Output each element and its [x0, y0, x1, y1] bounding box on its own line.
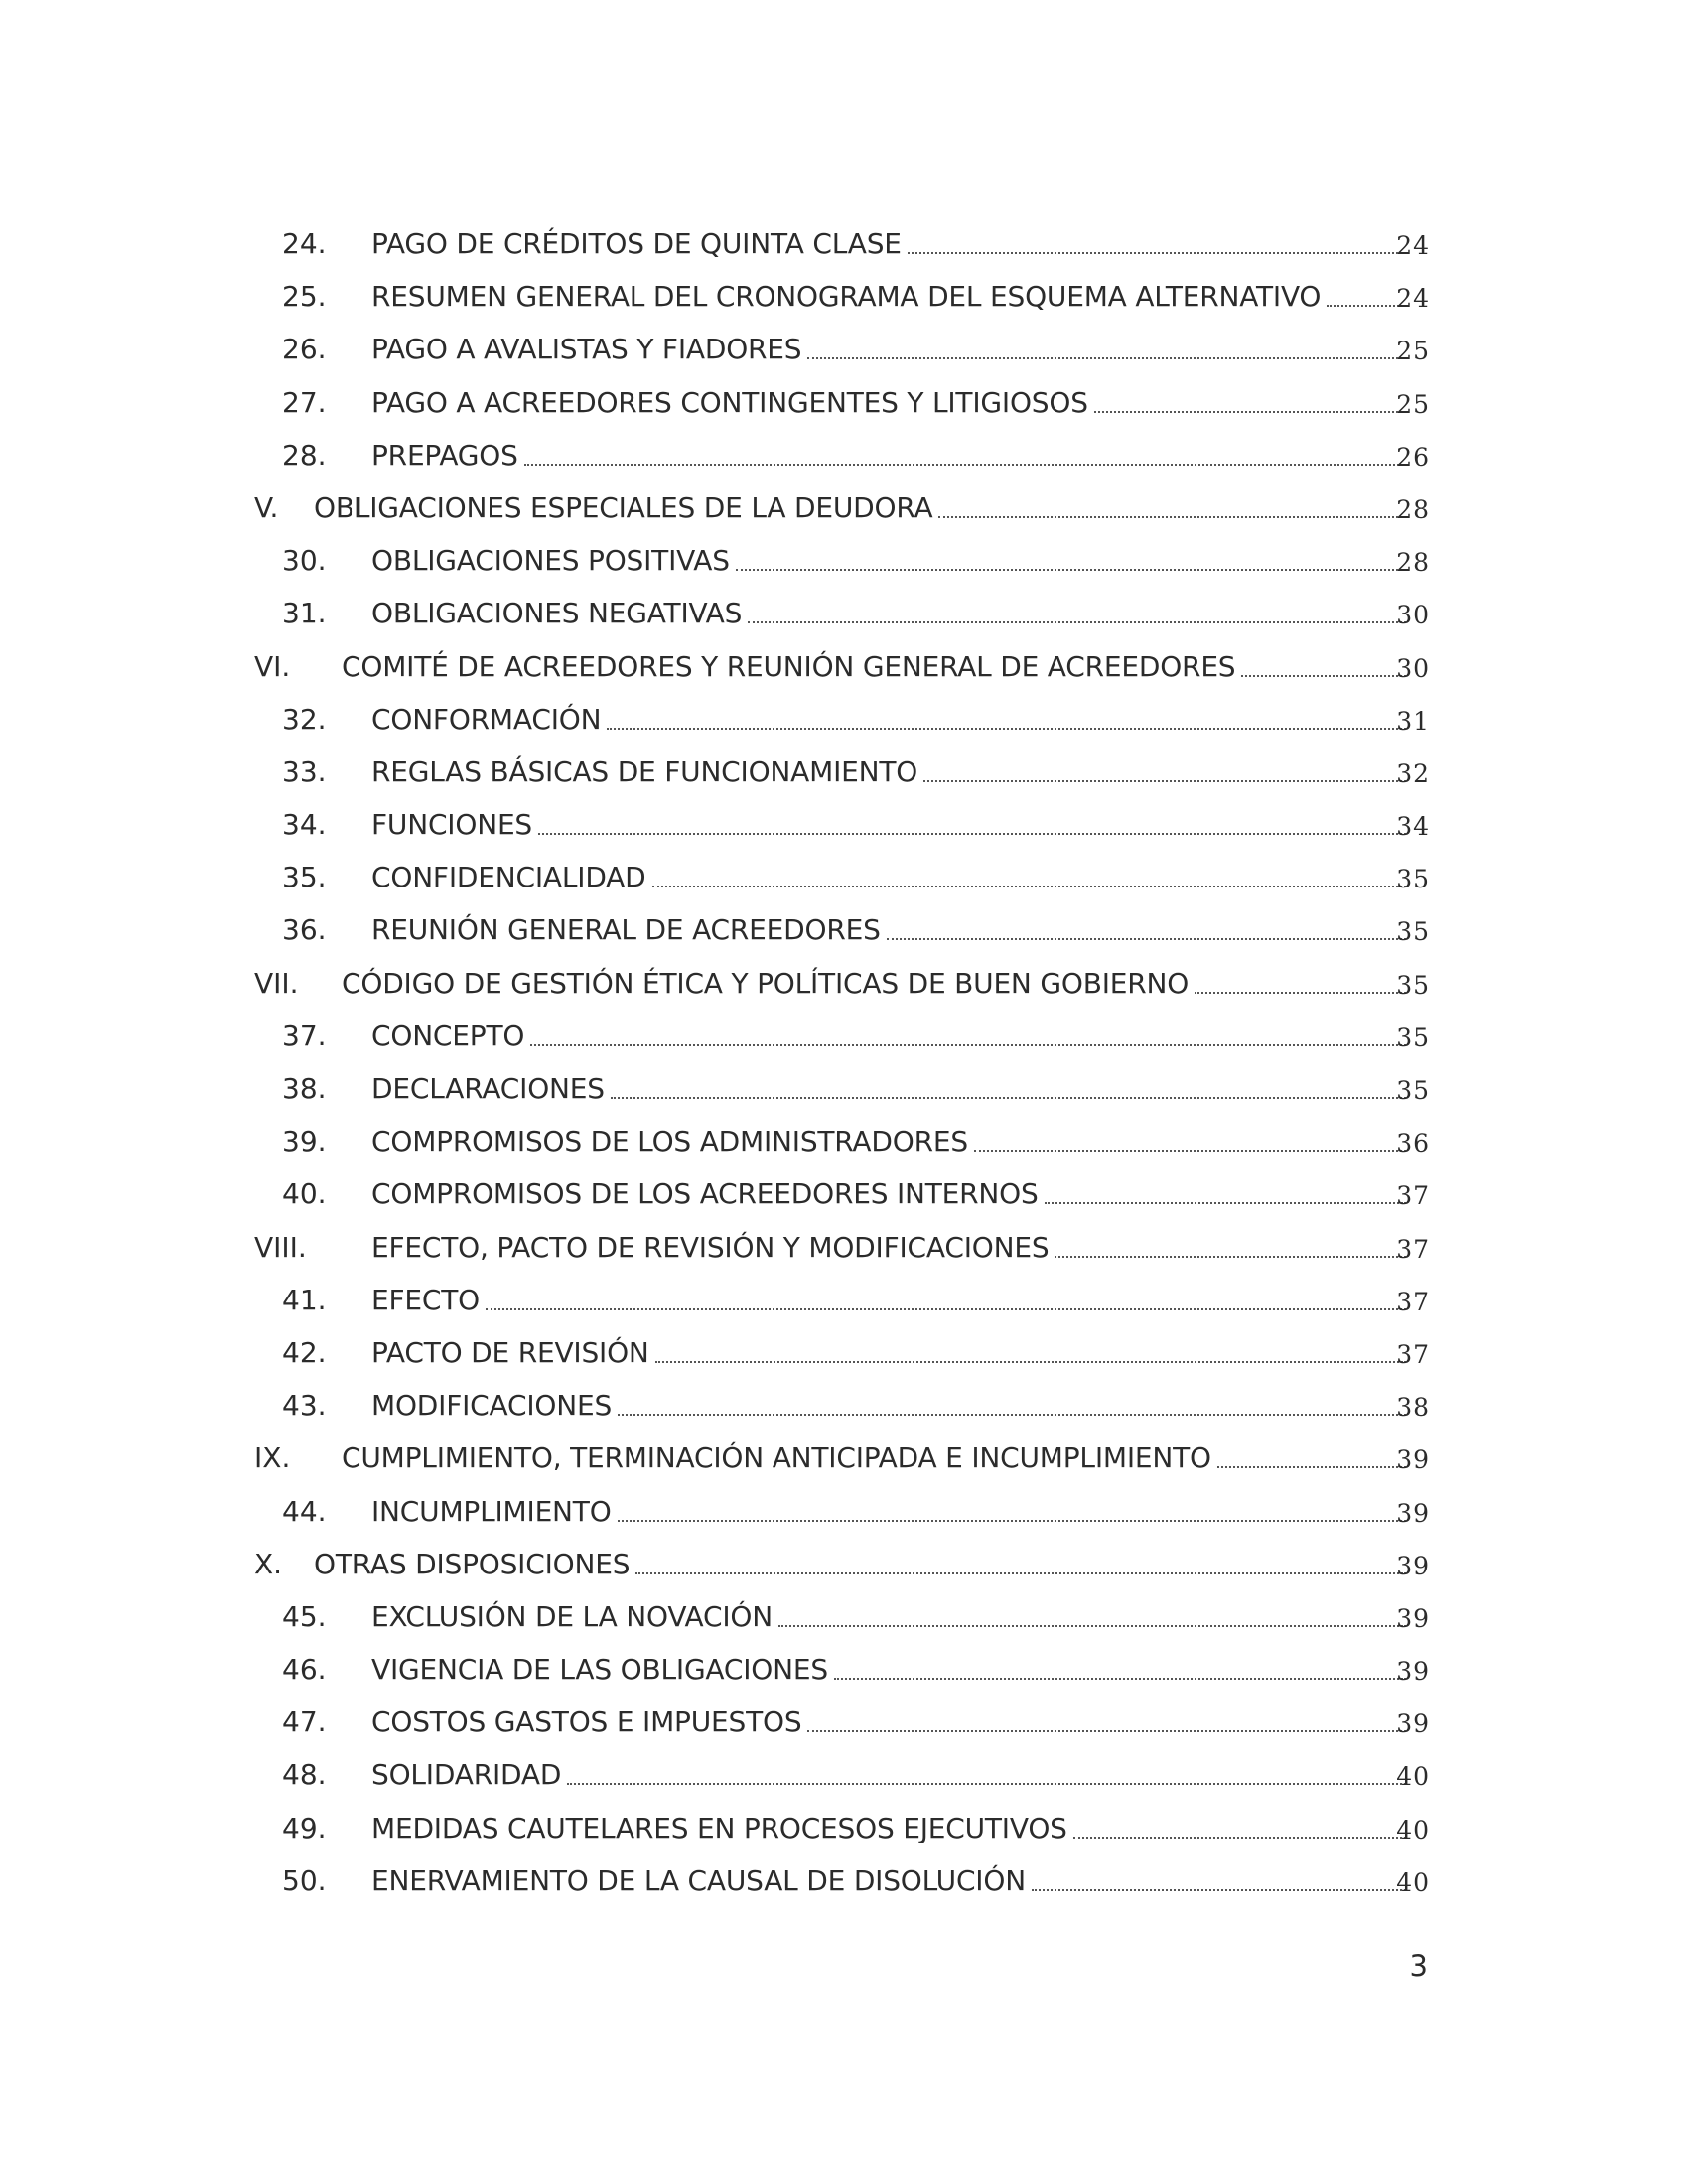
toc-entry-page: 30: [1396, 601, 1430, 630]
toc-title-line: [371, 1174, 1412, 1214]
toc-entry-number: VII.: [254, 966, 299, 1000]
toc-entry-title: OBLIGACIONES ESPECIALES DE LA DEUDORA: [314, 490, 933, 524]
toc-entry-page: 37: [1396, 1287, 1430, 1316]
toc-title-line: [342, 1438, 1412, 1478]
toc-entry-number: 40.: [282, 1177, 327, 1211]
toc-entry-number: 25.: [282, 280, 327, 314]
toc-title-line: [371, 1809, 1412, 1848]
toc-item-row[interactable]: [0, 1492, 1688, 1545]
toc-dot-leader: [1241, 675, 1406, 677]
toc-entry-number: 43.: [282, 1389, 327, 1423]
toc-entry-page: 39: [1396, 1498, 1430, 1528]
toc-entry-page: 39: [1396, 1709, 1430, 1739]
toc-item-row[interactable]: [0, 1809, 1688, 1861]
toc-item-row[interactable]: [0, 594, 1688, 646]
toc-entry-number: 27.: [282, 385, 327, 419]
toc-entry-page: 36: [1396, 1129, 1430, 1159]
toc-entry-title: PAGO A ACREEDORES CONTINGENTES Y LITIGIOSOS: [371, 385, 1088, 419]
toc-entry-number: 32.: [282, 702, 327, 736]
toc-entry-number: 48.: [282, 1758, 327, 1792]
toc-entry-page: 39: [1396, 1603, 1430, 1633]
toc-title-line: [371, 1228, 1412, 1268]
toc-entry-title: OBLIGACIONES NEGATIVAS: [371, 597, 743, 630]
toc-section-row[interactable]: [0, 1545, 1688, 1597]
toc-entry-number: V.: [254, 490, 279, 524]
toc-entry-page: 30: [1396, 653, 1430, 683]
toc-entry-title: EFECTO: [371, 1283, 480, 1316]
toc-title-line: [371, 1386, 1412, 1426]
toc-dot-leader: [635, 1572, 1406, 1574]
toc-dot-leader: [974, 1150, 1406, 1152]
toc-entry-title: PREPAGOS: [371, 438, 518, 472]
toc-dot-leader: [567, 1783, 1406, 1785]
toc-entry-title: COMPROMISOS DE LOS ADMINISTRADORES: [371, 1125, 968, 1159]
toc-entry-page: 34: [1396, 812, 1430, 842]
toc-entry-title: REUNIÓN GENERAL DE ACREEDORES: [371, 913, 881, 947]
toc-dot-leader: [486, 1308, 1406, 1310]
toc-entry-number: 35.: [282, 861, 327, 894]
toc-title-line: [314, 1545, 1412, 1584]
toc-dot-leader: [1195, 992, 1406, 994]
toc-entry-title: VIGENCIA DE LAS OBLIGACIONES: [371, 1653, 828, 1687]
toc-entry-title: REGLAS BÁSICAS DE FUNCIONAMIENTO: [371, 754, 918, 788]
toc-entry-number: IX.: [254, 1441, 291, 1475]
toc-entry-number: 38.: [282, 1072, 327, 1105]
toc-dot-leader: [607, 728, 1406, 730]
toc-item-row[interactable]: [0, 1122, 1688, 1174]
toc-section-row[interactable]: [0, 964, 1688, 1017]
toc-entry-title: PAGO DE CRÉDITOS DE QUINTA CLASE: [371, 227, 902, 260]
toc-entry-number: 30.: [282, 544, 327, 578]
toc-entry-page: 28: [1396, 548, 1430, 578]
toc-dot-leader: [611, 1097, 1406, 1099]
toc-title-line: [371, 330, 1412, 369]
toc-title-line: [371, 1333, 1412, 1373]
toc-entry-page: 40: [1396, 1867, 1430, 1897]
toc-entry-number: 47.: [282, 1706, 327, 1739]
toc-item-row[interactable]: [0, 224, 1688, 277]
toc-dot-leader: [923, 780, 1406, 782]
toc-entry-number: 45.: [282, 1599, 327, 1633]
toc-entry-page: 26: [1396, 442, 1430, 472]
toc-dot-leader: [1055, 1256, 1406, 1258]
toc-entry-page: 35: [1396, 970, 1430, 1000]
toc-entry-number: VIII.: [254, 1230, 307, 1264]
toc-title-line: [371, 277, 1412, 317]
toc-title-line: [371, 1755, 1412, 1795]
toc-dot-leader: [1032, 1889, 1406, 1891]
toc-item-row[interactable]: [0, 1861, 1688, 1914]
toc-dot-leader: [530, 1044, 1406, 1046]
toc-entry-page: 40: [1396, 1762, 1430, 1792]
table-of-contents: [0, 224, 1688, 1914]
toc-title-line: [371, 594, 1412, 633]
toc-item-row[interactable]: [0, 1281, 1688, 1333]
toc-entry-title: EFECTO, PACTO DE REVISIÓN Y MODIFICACIONES: [371, 1230, 1050, 1264]
toc-entry-number: 44.: [282, 1494, 327, 1528]
toc-entry-title: CÓDIGO DE GESTIÓN ÉTICA Y POLÍTICAS DE BUEN GOBIERNO: [342, 966, 1190, 1000]
toc-dot-leader: [652, 886, 1407, 887]
toc-entry-page: 37: [1396, 1234, 1430, 1264]
toc-entry-number: 36.: [282, 913, 327, 947]
toc-title-line: [371, 1122, 1412, 1161]
toc-dot-leader: [618, 1520, 1406, 1522]
toc-dot-leader: [887, 938, 1406, 940]
toc-entry-page: 35: [1396, 1023, 1430, 1052]
toc-entry-page: 40: [1396, 1815, 1430, 1844]
toc-entry-title: OTRAS DISPOSICIONES: [314, 1547, 631, 1580]
toc-entry-page: 31: [1396, 706, 1430, 736]
toc-entry-number: 49.: [282, 1811, 327, 1844]
toc-entry-title: RESUMEN GENERAL DEL CRONOGRAMA DEL ESQUEMA ALTERNATIVO: [371, 280, 1322, 314]
toc-item-row[interactable]: [0, 541, 1688, 594]
toc-entry-title: EXCLUSIÓN DE LA NOVACIÓN: [371, 1599, 773, 1633]
toc-title-line: [371, 383, 1412, 423]
toc-title-line: [371, 700, 1412, 740]
toc-section-row[interactable]: [0, 647, 1688, 700]
toc-entry-number: 37.: [282, 1019, 327, 1052]
toc-entry-title: FUNCIONES: [371, 808, 533, 842]
toc-title-line: [371, 1017, 1412, 1056]
toc-entry-page: 25: [1396, 337, 1430, 366]
toc-entry-number: 39.: [282, 1125, 327, 1159]
toc-entry-number: VI.: [254, 649, 291, 683]
toc-dot-leader: [908, 252, 1406, 254]
toc-entry-title: INCUMPLIMIENTO: [371, 1494, 612, 1528]
toc-entry-page: 24: [1396, 284, 1430, 314]
toc-item-row[interactable]: [0, 858, 1688, 910]
toc-entry-number: 34.: [282, 808, 327, 842]
toc-item-row[interactable]: [0, 1174, 1688, 1227]
page-number: 3: [1409, 1949, 1428, 1982]
toc-entry-number: 41.: [282, 1283, 327, 1316]
toc-dot-leader: [1217, 1466, 1406, 1468]
toc-item-row[interactable]: [0, 1650, 1688, 1703]
toc-title-line: [371, 1069, 1412, 1109]
toc-entry-number: 24.: [282, 227, 327, 260]
toc-dot-leader: [1073, 1837, 1406, 1839]
toc-item-row[interactable]: [0, 1017, 1688, 1069]
toc-dot-leader: [834, 1678, 1406, 1680]
toc-entry-title: PACTO DE REVISIÓN: [371, 1335, 649, 1369]
toc-entry-title: COSTOS GASTOS E IMPUESTOS: [371, 1706, 802, 1739]
toc-item-row[interactable]: [0, 1755, 1688, 1808]
toc-item-row[interactable]: [0, 910, 1688, 963]
toc-item-row[interactable]: [0, 700, 1688, 752]
toc-entry-page: 35: [1396, 917, 1430, 947]
toc-item-row[interactable]: [0, 330, 1688, 382]
toc-entry-title: SOLIDARIDAD: [371, 1758, 562, 1792]
toc-item-row[interactable]: [0, 277, 1688, 330]
toc-item-row[interactable]: [0, 805, 1688, 858]
toc-dot-leader: [778, 1625, 1406, 1627]
toc-dot-leader: [1045, 1202, 1406, 1204]
toc-entry-title: COMPROMISOS DE LOS ACREEDORES INTERNOS: [371, 1177, 1039, 1211]
toc-entry-page: 28: [1396, 494, 1430, 524]
toc-entry-page: 37: [1396, 1339, 1430, 1369]
toc-entry-page: 35: [1396, 1076, 1430, 1105]
toc-entry-number: 28.: [282, 438, 327, 472]
toc-title-line: [371, 1861, 1412, 1901]
toc-entry-title: OBLIGACIONES POSITIVAS: [371, 544, 730, 578]
toc-entry-page: 39: [1396, 1657, 1430, 1687]
toc-dot-leader: [736, 569, 1406, 571]
toc-dot-leader: [938, 516, 1406, 518]
toc-title-line: [342, 647, 1412, 687]
toc-dot-leader: [524, 464, 1406, 466]
toc-section-row[interactable]: [0, 1438, 1688, 1491]
toc-entry-title: CONFIDENCIALIDAD: [371, 861, 646, 894]
toc-dot-leader: [655, 1361, 1406, 1363]
toc-entry-title: CONFORMACIÓN: [371, 702, 602, 736]
toc-dot-leader: [538, 833, 1406, 835]
toc-title-line: [314, 488, 1412, 528]
toc-title-line: [371, 1281, 1412, 1320]
toc-entry-number: 50.: [282, 1863, 327, 1897]
toc-item-row[interactable]: [0, 1597, 1688, 1650]
toc-entry-page: 24: [1396, 231, 1430, 260]
toc-entry-page: 38: [1396, 1393, 1430, 1423]
toc-entry-title: PAGO A AVALISTAS Y FIADORES: [371, 333, 802, 366]
toc-title-line: [371, 910, 1412, 950]
toc-entry-page: 37: [1396, 1181, 1430, 1211]
toc-item-row[interactable]: [0, 1386, 1688, 1438]
toc-item-row[interactable]: [0, 436, 1688, 488]
toc-entry-number: 26.: [282, 333, 327, 366]
toc-dot-leader: [1094, 411, 1406, 413]
toc-entry-title: CONCEPTO: [371, 1019, 525, 1052]
toc-title-line: [371, 224, 1412, 264]
toc-dot-leader: [618, 1414, 1406, 1416]
toc-title-line: [371, 858, 1412, 897]
toc-section-row[interactable]: [0, 1228, 1688, 1281]
toc-item-row[interactable]: [0, 1333, 1688, 1386]
toc-title-line: [371, 541, 1412, 581]
toc-entry-page: 32: [1396, 758, 1430, 788]
toc-item-row[interactable]: [0, 1069, 1688, 1122]
toc-title-line: [371, 1597, 1412, 1637]
toc-title-line: [371, 1703, 1412, 1742]
toc-entry-number: 31.: [282, 597, 327, 630]
toc-title-line: [371, 1492, 1412, 1532]
toc-item-row[interactable]: [0, 1703, 1688, 1755]
toc-entry-title: ENERVAMIENTO DE LA CAUSAL DE DISOLUCIÓN: [371, 1863, 1026, 1897]
toc-dot-leader: [748, 621, 1406, 623]
toc-entry-number: 46.: [282, 1653, 327, 1687]
toc-entry-title: MEDIDAS CAUTELARES EN PROCESOS EJECUTIVOS: [371, 1811, 1067, 1844]
toc-item-row[interactable]: [0, 752, 1688, 805]
toc-entry-number: 33.: [282, 754, 327, 788]
toc-entry-title: MODIFICACIONES: [371, 1389, 613, 1423]
toc-entry-number: X.: [254, 1547, 283, 1580]
toc-entry-title: COMITÉ DE ACREEDORES Y REUNIÓN GENERAL DE ACREEDORES: [342, 649, 1236, 683]
toc-dot-leader: [807, 357, 1406, 359]
toc-title-line: [371, 1650, 1412, 1690]
toc-entry-title: CUMPLIMIENTO, TERMINACIÓN ANTICIPADA E INCUMPLIMIENTO: [342, 1441, 1211, 1475]
toc-title-line: [371, 436, 1412, 476]
toc-entry-page: 35: [1396, 865, 1430, 894]
toc-item-row[interactable]: [0, 383, 1688, 436]
toc-entry-number: 42.: [282, 1335, 327, 1369]
toc-section-row[interactable]: [0, 488, 1688, 541]
toc-entry-page: 25: [1396, 389, 1430, 419]
toc-entry-page: 39: [1396, 1445, 1430, 1475]
toc-dot-leader: [807, 1730, 1406, 1732]
toc-entry-title: DECLARACIONES: [371, 1072, 605, 1105]
toc-title-line: [342, 964, 1412, 1004]
toc-title-line: [371, 805, 1412, 845]
toc-title-line: [371, 752, 1412, 792]
toc-entry-page: 39: [1396, 1551, 1430, 1580]
